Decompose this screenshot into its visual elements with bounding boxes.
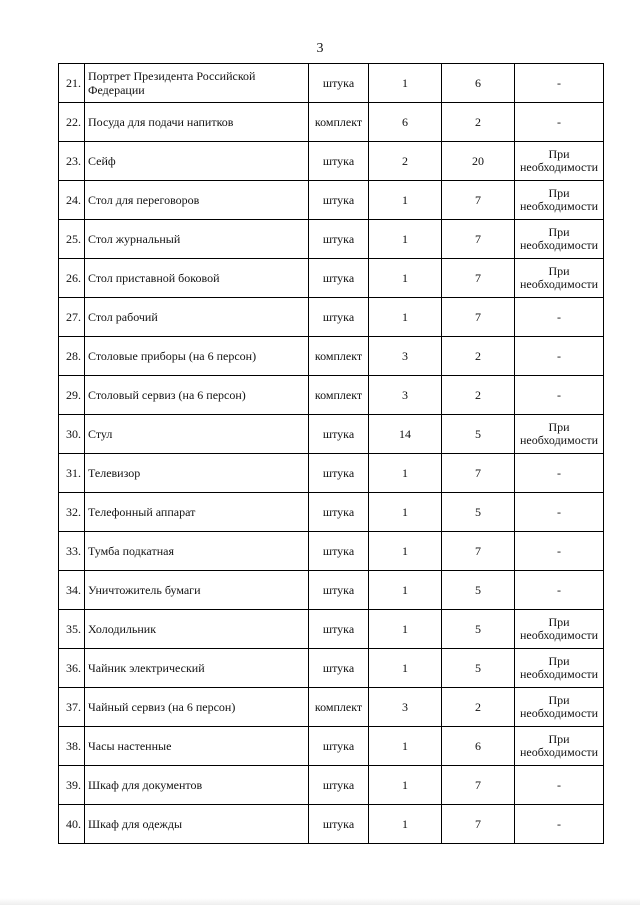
row-number: 30. <box>59 415 85 454</box>
table-row <box>59 688 604 727</box>
service-life: 2 <box>442 688 515 727</box>
unit-of-measure: штука <box>309 415 369 454</box>
unit-of-measure: штука <box>309 649 369 688</box>
service-life: 5 <box>442 493 515 532</box>
item-name: Столовый сервиз (на 6 персон) <box>85 376 309 415</box>
quantity: 3 <box>369 337 442 376</box>
note: - <box>515 376 604 415</box>
note: При необходимости <box>515 142 604 181</box>
unit-of-measure: штука <box>309 259 369 298</box>
note: - <box>515 805 604 844</box>
item-name: Портрет Президента Российской Федерации <box>85 64 309 103</box>
row-number: 31. <box>59 454 85 493</box>
unit-of-measure: штука <box>309 571 369 610</box>
quantity: 1 <box>369 454 442 493</box>
unit-of-measure: комплект <box>309 376 369 415</box>
table-body <box>59 64 604 844</box>
item-name: Стол приставной боковой <box>85 259 309 298</box>
item-name: Телевизор <box>85 454 309 493</box>
table-row <box>59 181 604 220</box>
table-row <box>59 220 604 259</box>
quantity: 1 <box>369 298 442 337</box>
unit-of-measure: штука <box>309 766 369 805</box>
note: - <box>515 532 604 571</box>
service-life: 7 <box>442 454 515 493</box>
row-number: 23. <box>59 142 85 181</box>
unit-of-measure: штука <box>309 454 369 493</box>
row-number: 40. <box>59 805 85 844</box>
quantity: 1 <box>369 610 442 649</box>
unit-of-measure: комплект <box>309 688 369 727</box>
quantity: 1 <box>369 259 442 298</box>
table-row <box>59 532 604 571</box>
quantity: 1 <box>369 571 442 610</box>
unit-of-measure: штука <box>309 805 369 844</box>
item-name: Сейф <box>85 142 309 181</box>
scan-edge <box>0 898 640 905</box>
service-life: 7 <box>442 181 515 220</box>
row-number: 33. <box>59 532 85 571</box>
quantity: 1 <box>369 766 442 805</box>
item-name: Стул <box>85 415 309 454</box>
note: - <box>515 298 604 337</box>
page-number: 3 <box>316 41 324 56</box>
service-life: 2 <box>442 376 515 415</box>
unit-of-measure: штука <box>309 220 369 259</box>
service-life: 6 <box>442 727 515 766</box>
row-number: 29. <box>59 376 85 415</box>
service-life: 7 <box>442 298 515 337</box>
row-number: 28. <box>59 337 85 376</box>
table-row <box>59 493 604 532</box>
table-row <box>59 298 604 337</box>
quantity: 6 <box>369 103 442 142</box>
item-name: Стол для переговоров <box>85 181 309 220</box>
unit-of-measure: штука <box>309 727 369 766</box>
service-life: 20 <box>442 142 515 181</box>
quantity: 1 <box>369 181 442 220</box>
note: При необходимости <box>515 688 604 727</box>
row-number: 25. <box>59 220 85 259</box>
quantity: 1 <box>369 532 442 571</box>
table-row <box>59 571 604 610</box>
item-name: Шкаф для одежды <box>85 805 309 844</box>
unit-of-measure: штука <box>309 64 369 103</box>
item-name: Столовые приборы (на 6 персон) <box>85 337 309 376</box>
table-row <box>59 337 604 376</box>
table-row <box>59 259 604 298</box>
item-name: Чайный сервиз (на 6 персон) <box>85 688 309 727</box>
note: - <box>515 64 604 103</box>
service-life: 7 <box>442 805 515 844</box>
note: При необходимости <box>515 649 604 688</box>
item-name: Посуда для подачи напитков <box>85 103 309 142</box>
unit-of-measure: штука <box>309 298 369 337</box>
row-number: 27. <box>59 298 85 337</box>
service-life: 7 <box>442 766 515 805</box>
note: При необходимости <box>515 610 604 649</box>
note: - <box>515 766 604 805</box>
row-number: 38. <box>59 727 85 766</box>
table-row <box>59 766 604 805</box>
quantity: 1 <box>369 649 442 688</box>
quantity: 2 <box>369 142 442 181</box>
service-life: 7 <box>442 532 515 571</box>
service-life: 5 <box>442 610 515 649</box>
service-life: 7 <box>442 259 515 298</box>
quantity: 1 <box>369 805 442 844</box>
service-life: 2 <box>442 103 515 142</box>
note: При необходимости <box>515 181 604 220</box>
quantity: 1 <box>369 64 442 103</box>
table-row <box>59 376 604 415</box>
quantity: 3 <box>369 376 442 415</box>
service-life: 2 <box>442 337 515 376</box>
note: При необходимости <box>515 415 604 454</box>
row-number: 34. <box>59 571 85 610</box>
note: - <box>515 103 604 142</box>
note: - <box>515 493 604 532</box>
unit-of-measure: штука <box>309 493 369 532</box>
service-life: 7 <box>442 220 515 259</box>
unit-of-measure: штука <box>309 610 369 649</box>
item-name: Чайник электрический <box>85 649 309 688</box>
row-number: 22. <box>59 103 85 142</box>
note: - <box>515 454 604 493</box>
unit-of-measure: комплект <box>309 337 369 376</box>
row-number: 36. <box>59 649 85 688</box>
item-name: Уничтожитель бумаги <box>85 571 309 610</box>
row-number: 26. <box>59 259 85 298</box>
row-number: 21. <box>59 64 85 103</box>
table-row <box>59 610 604 649</box>
row-number: 37. <box>59 688 85 727</box>
item-name: Стол рабочий <box>85 298 309 337</box>
table-row <box>59 142 604 181</box>
table-row <box>59 103 604 142</box>
quantity: 3 <box>369 688 442 727</box>
quantity: 1 <box>369 493 442 532</box>
item-name: Холодильник <box>85 610 309 649</box>
quantity: 1 <box>369 220 442 259</box>
note: При необходимости <box>515 220 604 259</box>
unit-of-measure: комплект <box>309 103 369 142</box>
service-life: 5 <box>442 415 515 454</box>
furniture-table <box>58 63 604 844</box>
service-life: 5 <box>442 649 515 688</box>
table-row <box>59 805 604 844</box>
item-name: Часы настенные <box>85 727 309 766</box>
note: При необходимости <box>515 727 604 766</box>
item-name: Стол журнальный <box>85 220 309 259</box>
row-number: 24. <box>59 181 85 220</box>
item-name: Тумба подкатная <box>85 532 309 571</box>
unit-of-measure: штука <box>309 181 369 220</box>
note: При необходимости <box>515 259 604 298</box>
row-number: 35. <box>59 610 85 649</box>
note: - <box>515 571 604 610</box>
item-name: Телефонный аппарат <box>85 493 309 532</box>
quantity: 1 <box>369 727 442 766</box>
unit-of-measure: штука <box>309 142 369 181</box>
item-name: Шкаф для документов <box>85 766 309 805</box>
service-life: 6 <box>442 64 515 103</box>
table-row <box>59 454 604 493</box>
service-life: 5 <box>442 571 515 610</box>
table-row <box>59 64 604 103</box>
table-row <box>59 415 604 454</box>
quantity: 14 <box>369 415 442 454</box>
table-row <box>59 649 604 688</box>
row-number: 39. <box>59 766 85 805</box>
row-number: 32. <box>59 493 85 532</box>
table-row <box>59 727 604 766</box>
unit-of-measure: штука <box>309 532 369 571</box>
note: - <box>515 337 604 376</box>
